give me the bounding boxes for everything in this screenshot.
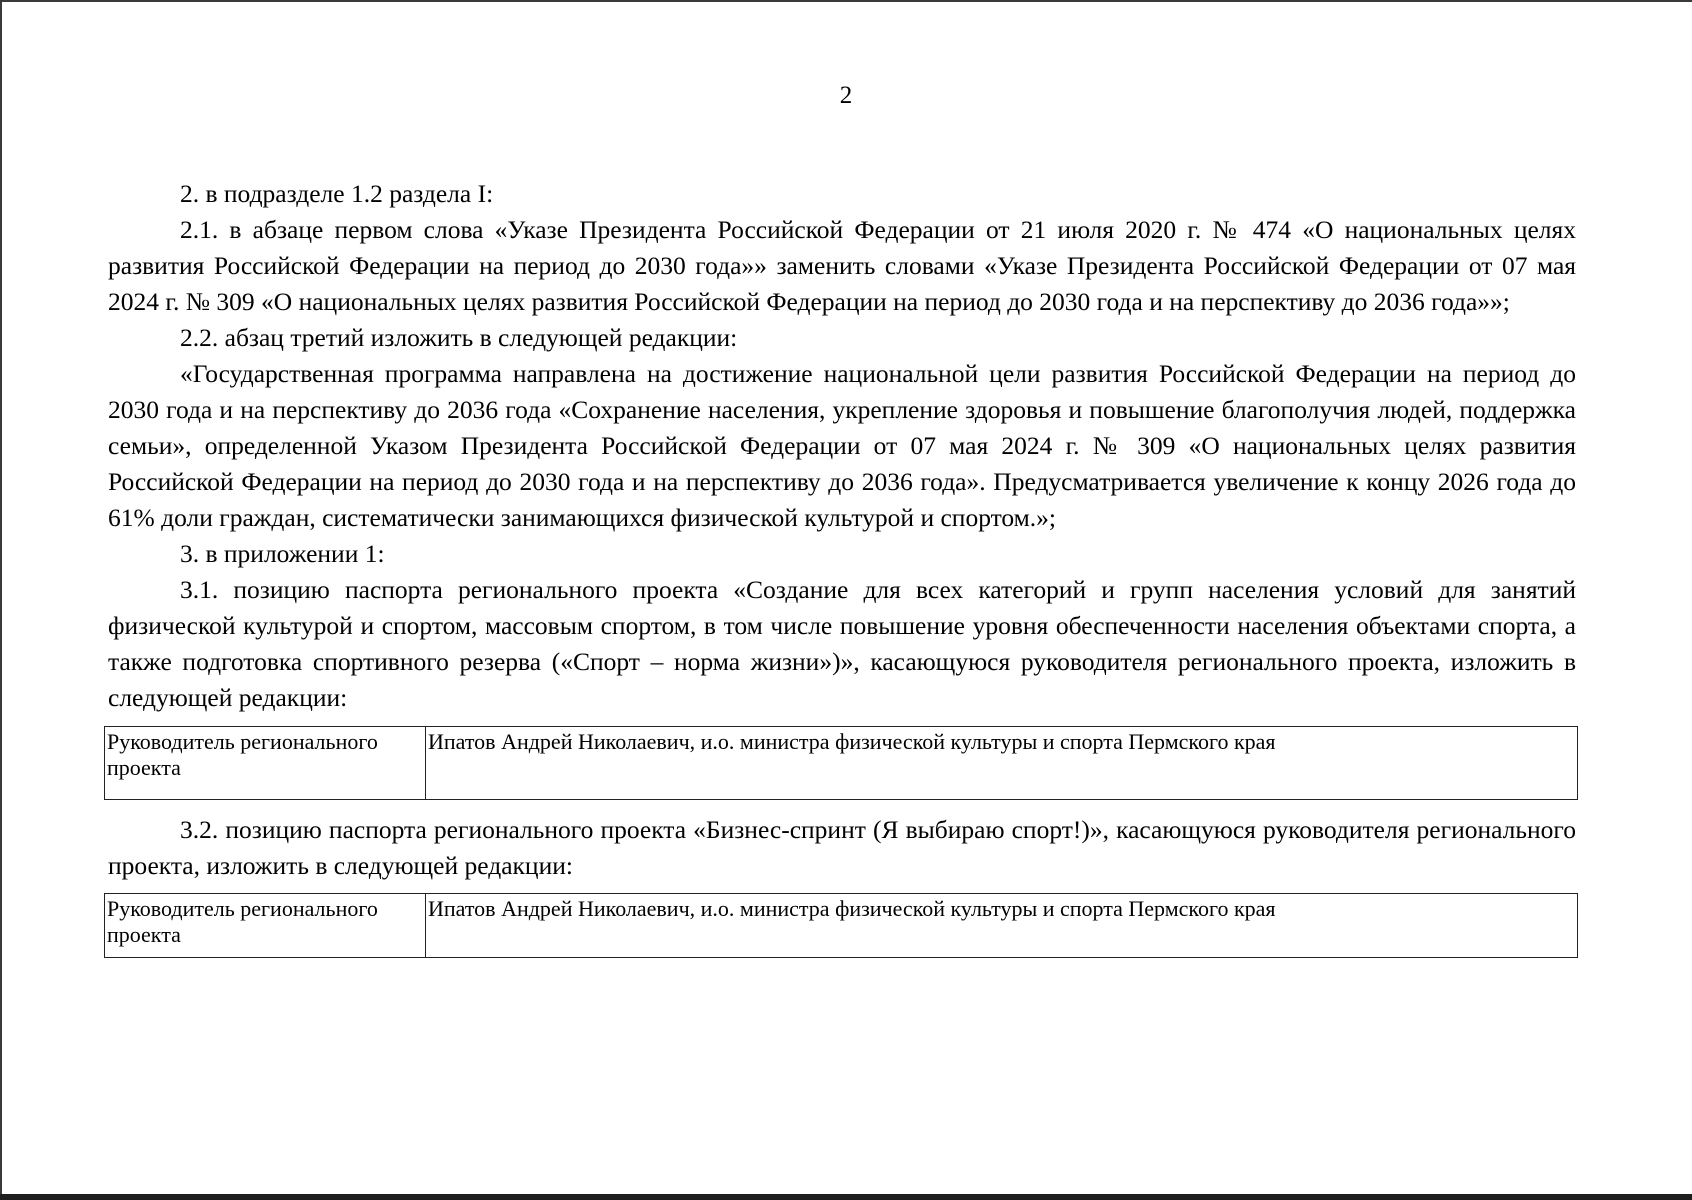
paragraph-3-1: 3.1. позицию паспорта регионального проекта «Создание для всех категорий и групп населения условий для занятий физической культурой и спортом, массовым спортом, в том числе повышение уровня обеспеченности населения объектами спорта, а также подготовка спортивного резерва («Спорт – норма жизни»)», касающуюся руководителя регионального проекта, изложить в следующей редакции:: [108, 575, 1576, 712]
scan-border-bottom: [0, 1194, 1692, 1200]
scan-border-top: [0, 0, 1692, 2]
scan-border-left: [0, 0, 2, 1200]
person-cell: Ипатов Андрей Николаевич, и.о. министра физической культуры и спорта Пермского края: [426, 727, 1578, 800]
table-row: [105, 727, 1578, 800]
project-leader-table-1: [104, 726, 1578, 800]
paragraph-2-2: 2.2. абзац третий изложить в следующей редакции:: [180, 323, 738, 352]
role-cell: Руководитель регионального проекта: [105, 894, 426, 958]
paragraph-program-goal-quote: «Государственная программа направлена на достижение национальной цели развития Российской Федерации на период до 2030 года и на перспективу до 2036 года «Сохранение населения, укрепление здоровья и повышение благополучия людей, поддержка семьи», определенной Указом Президента Российской Федерации от 07 мая 2024 г. № 309 «О национальных целях развития Российской Федерации на период до 2030 года и на перспективу до 2036 года». Предусматривается увеличение к концу 2026 года до 61% доли граждан, систематически занимающихся физической культурой и спортом.»;: [108, 359, 1576, 532]
paragraph-section-2: 2. в подразделе 1.2 раздела I:: [180, 179, 494, 208]
paragraph-2-1: 2.1. в абзаце первом слова «Указе Президента Российской Федерации от 21 июля 2020 г. № 474 «О национальных целях развития Российской Федерации на период до 2030 года»» заменить словами «Указе Президента Российской Федерации от 07 мая 2024 г. № 309 «О национальных целях развития Российской Федерации на период до 2030 года и на перспективу до 2036 года»»;: [108, 215, 1576, 316]
project-leader-table-2: [104, 893, 1578, 958]
page-number: 2: [839, 82, 853, 109]
document-body: [108, 176, 1576, 958]
paragraph-3-2: 3.2. позицию паспорта регионального проекта «Бизнес-спринт (Я выбираю спорт!)», касающуюся руководителя регионального проекта, изложить в следующей редакции:: [108, 815, 1576, 880]
role-cell: Руководитель регионального проекта: [105, 727, 426, 800]
paragraph-section-3: 3. в приложении 1:: [180, 539, 385, 568]
table-row: [105, 894, 1578, 958]
person-cell: Ипатов Андрей Николаевич, и.о. министра физической культуры и спорта Пермского края: [426, 894, 1578, 958]
